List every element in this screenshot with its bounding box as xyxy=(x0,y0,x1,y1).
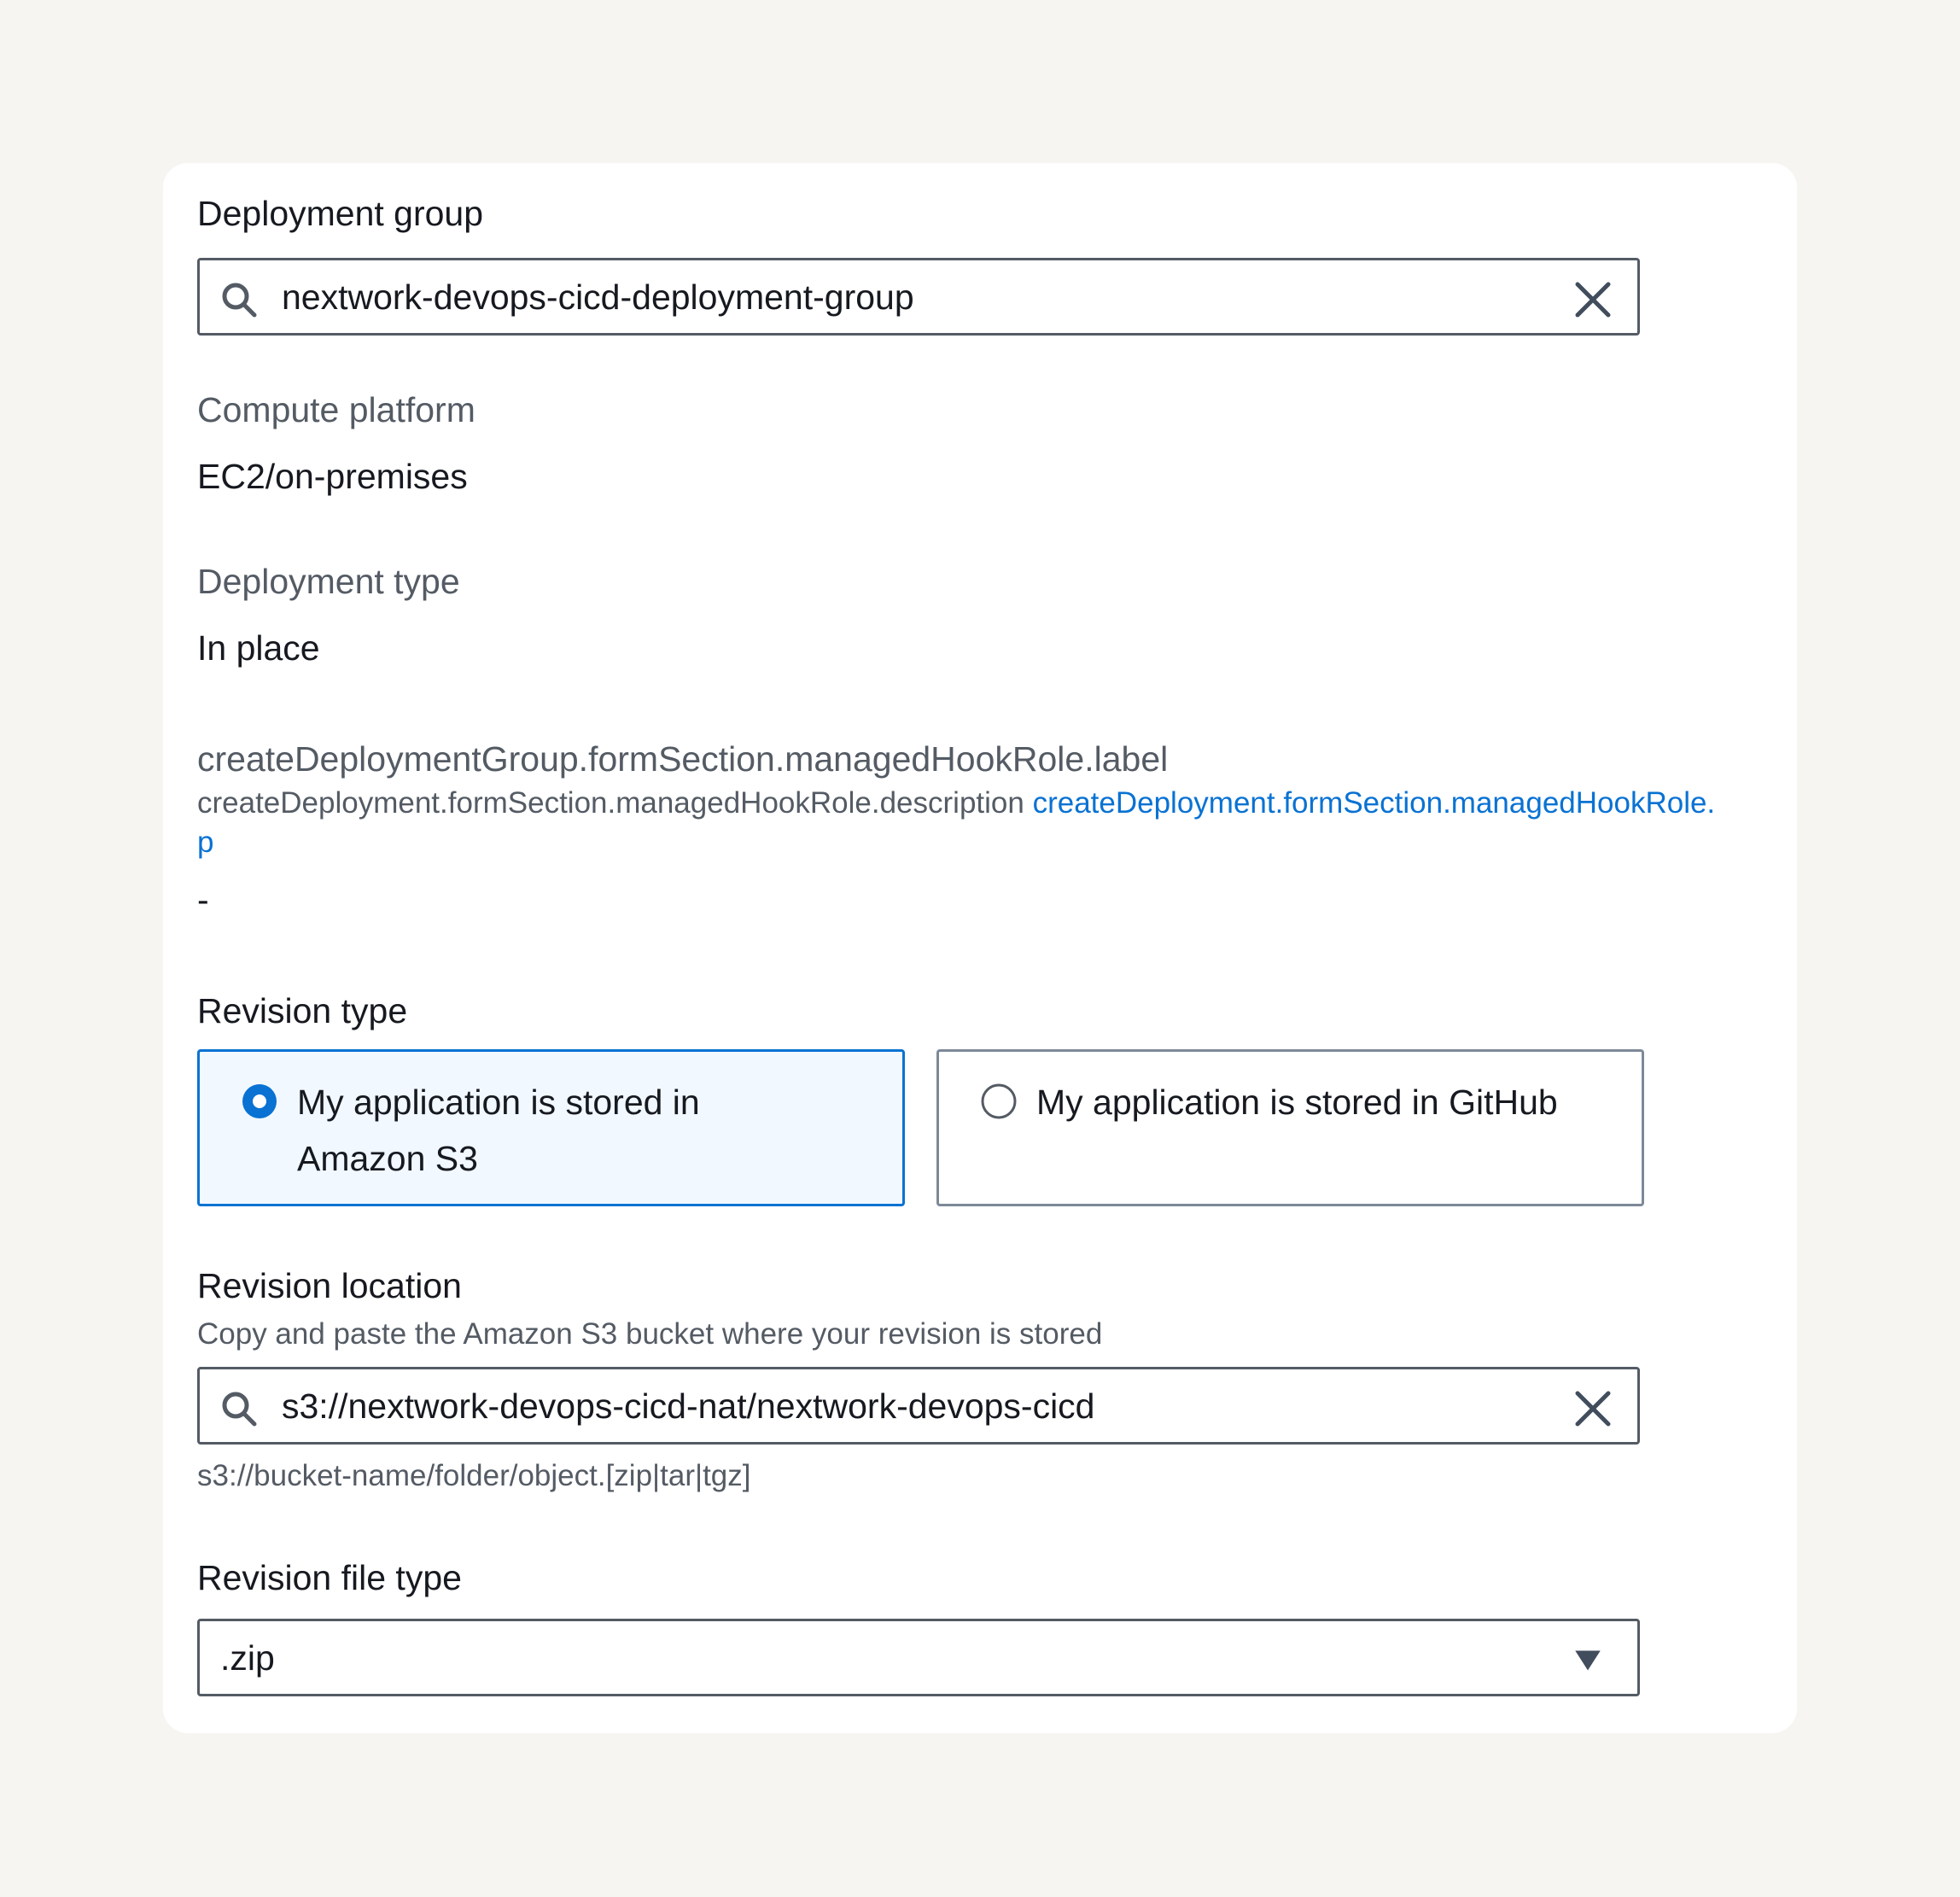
revision-option-s3[interactable] xyxy=(197,1049,905,1206)
deployment-type-label: Deployment type xyxy=(197,562,460,601)
managed-hook-role-link-wrap[interactable]: p xyxy=(197,826,214,859)
revision-location-label: Revision location xyxy=(197,1266,462,1305)
managed-hook-role-description-line xyxy=(197,786,1715,820)
deployment-type-value: In place xyxy=(197,628,320,668)
revision-option-s3-line2: Amazon S3 xyxy=(297,1139,478,1178)
revision-type-label: Revision type xyxy=(197,991,408,1030)
radio-unselected-icon[interactable] xyxy=(980,1083,1018,1120)
close-icon[interactable] xyxy=(1574,281,1612,318)
close-icon[interactable] xyxy=(1574,1390,1612,1427)
compute-platform-label: Compute platform xyxy=(197,390,475,429)
managed-hook-role-value: - xyxy=(197,880,209,919)
managed-hook-role-description: createDeployment.formSection.managedHookRole.description xyxy=(197,786,1024,820)
revision-option-s3-label xyxy=(297,1074,700,1187)
revision-location-input[interactable] xyxy=(197,1367,1640,1445)
compute-platform-value: EC2/on-premises xyxy=(197,457,468,496)
revision-option-github-label xyxy=(1036,1074,1558,1130)
radio-selected-icon[interactable] xyxy=(241,1083,278,1120)
managed-hook-role-label: createDeploymentGroup.formSection.managedHookRole.label xyxy=(197,739,1169,779)
caret-down-icon[interactable] xyxy=(1572,1645,1603,1676)
revision-location-value: s3://nextwork-devops-cicd-nat/nextwork-devops-cicd xyxy=(282,1386,1095,1426)
deployment-group-input[interactable] xyxy=(197,258,1640,336)
revision-option-s3-line1: My application is stored in xyxy=(297,1083,700,1122)
revision-file-type-value: .zip xyxy=(220,1638,275,1678)
search-icon xyxy=(220,1390,258,1427)
search-icon xyxy=(220,281,258,318)
revision-location-hint: s3://bucket-name/folder/object.[zip|tar|tgz] xyxy=(197,1459,751,1492)
revision-file-type-label: Revision file type xyxy=(197,1558,462,1597)
form-card xyxy=(163,163,1797,1733)
revision-option-github[interactable] xyxy=(936,1049,1644,1206)
deployment-group-value: nextwork-devops-cicd-deployment-group xyxy=(282,277,914,317)
revision-file-type-select[interactable] xyxy=(197,1619,1640,1696)
managed-hook-role-link[interactable]: createDeployment.formSection.managedHookRole. xyxy=(1032,786,1716,820)
revision-option-github-line1: My application is stored in GitHub xyxy=(1036,1083,1558,1122)
deployment-group-label: Deployment group xyxy=(197,194,484,233)
revision-location-description: Copy and paste the Amazon S3 bucket where your revision is stored xyxy=(197,1317,1103,1351)
